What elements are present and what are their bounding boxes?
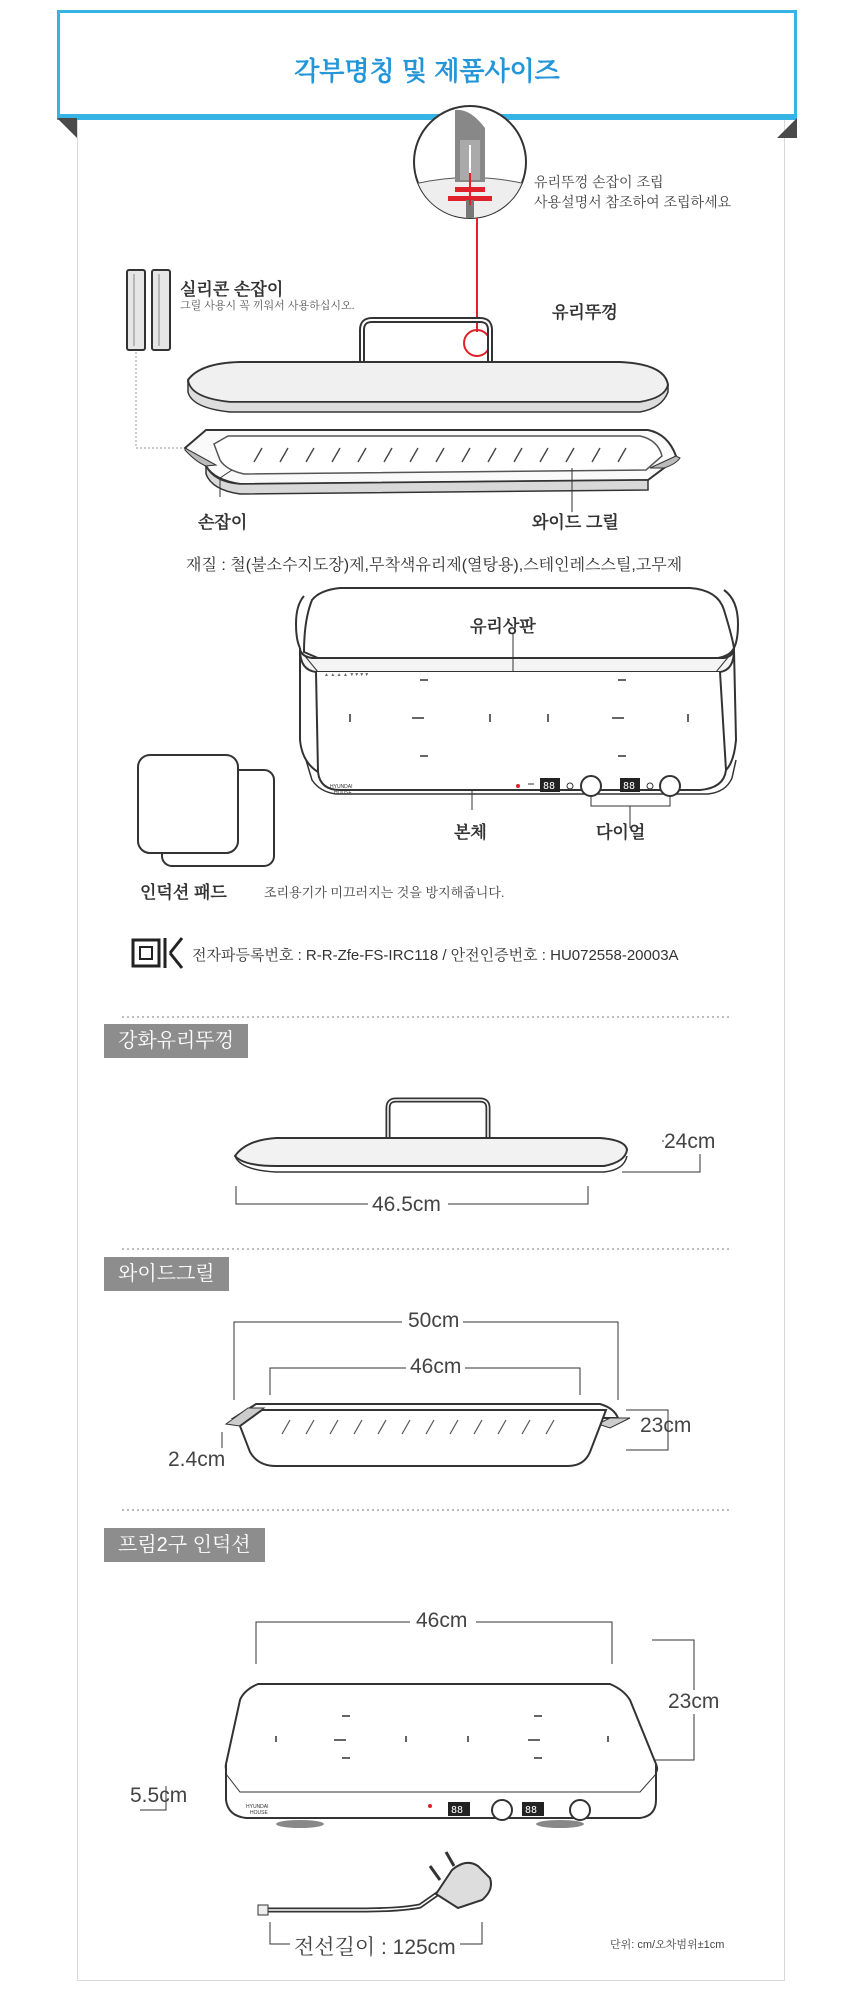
section-tab-induction: 프림2구 인덕션 [104, 1528, 265, 1562]
grill-outer-width-dim: 50cm [404, 1309, 463, 1333]
svg-text:HOUSE: HOUSE [250, 1810, 268, 1816]
silicone-handle-illustration [127, 270, 183, 448]
glass-top-label: 유리상판 [470, 617, 536, 636]
induction-pad-note: 조리용기가 미끄러지는 것을 방지해줍니다. [264, 885, 505, 900]
svg-text:88: 88 [543, 781, 556, 792]
unit-note: 단위: cm/오차범위±1cm [610, 1939, 725, 1951]
silicone-handle-label: 실리콘 손잡이 [180, 280, 284, 299]
svg-text:HYUNDAI: HYUNDAI [246, 1804, 269, 1810]
lid-dimension-illustration [235, 1100, 700, 1204]
certification-marks [133, 938, 182, 968]
svg-text:▲ ▲ ▲ ▲ ▼▼▼▼: ▲ ▲ ▲ ▲ ▼▼▼▼ [324, 672, 370, 678]
wide-grill-label: 와이드 그릴 [532, 513, 619, 532]
lid-handle-assembly-label: 유리뚜껑 손잡이 조립 [534, 174, 664, 190]
grill-dimension-illustration [196, 1322, 668, 1466]
induction-height-dim: 23cm [668, 1690, 720, 1713]
handle-label: 손잡이 [198, 513, 248, 532]
lid-height-dim: 24cm [664, 1130, 716, 1153]
material-text: 재질 : 철(불소수지도장)제,무착색유리제(열탕용),스테인레스스틸,고무제 [186, 557, 683, 574]
certification-text: 전자파등록번호 : R-R-Zfe-FS-IRC118 / 안전인증번호 : HU072558-20003A [192, 947, 679, 964]
wide-grill-illustration [185, 430, 680, 512]
glass-lid-label: 유리뚜껑 [552, 303, 618, 322]
lid-width-dim: 46.5cm [368, 1193, 445, 1217]
silicone-handle-note: 그릴 사용시 꼭 끼워서 사용하십시오. [180, 300, 355, 312]
dial-label: 다이얼 [596, 823, 646, 842]
induction-pad-illustration [138, 755, 274, 866]
svg-text:88: 88 [451, 1805, 464, 1816]
body-label: 본체 [454, 823, 487, 842]
svg-text:88: 88 [623, 781, 636, 792]
grill-depth-dim: 2.4cm [168, 1448, 226, 1471]
cord-length-dim: 전선길이 : 125cm [290, 1931, 460, 1961]
induction-dimension-illustration [140, 1622, 694, 1828]
svg-text:HOUSE: HOUSE [334, 790, 352, 796]
section-tab-wide-grill: 와이드그릴 [104, 1257, 229, 1291]
page-title: 각부명칭 및 제품사이즈 [294, 56, 560, 86]
section-tab-glass-lid: 강화유리뚜껑 [104, 1024, 248, 1058]
svg-text:88: 88 [525, 1805, 538, 1816]
glass-lid-illustration [188, 320, 668, 412]
induction-thickness-dim: 5.5cm [130, 1784, 188, 1807]
induction-pad-label: 인덕션 패드 [140, 883, 227, 902]
lid-handle-note: 사용설명서 참조하여 조립하세요 [534, 194, 732, 210]
induction-width-dim: 46cm [412, 1609, 471, 1633]
svg-text:HYUNDAI: HYUNDAI [330, 784, 353, 790]
grill-height-dim: 23cm [640, 1414, 692, 1437]
grill-inner-width-dim: 46cm [406, 1355, 465, 1379]
